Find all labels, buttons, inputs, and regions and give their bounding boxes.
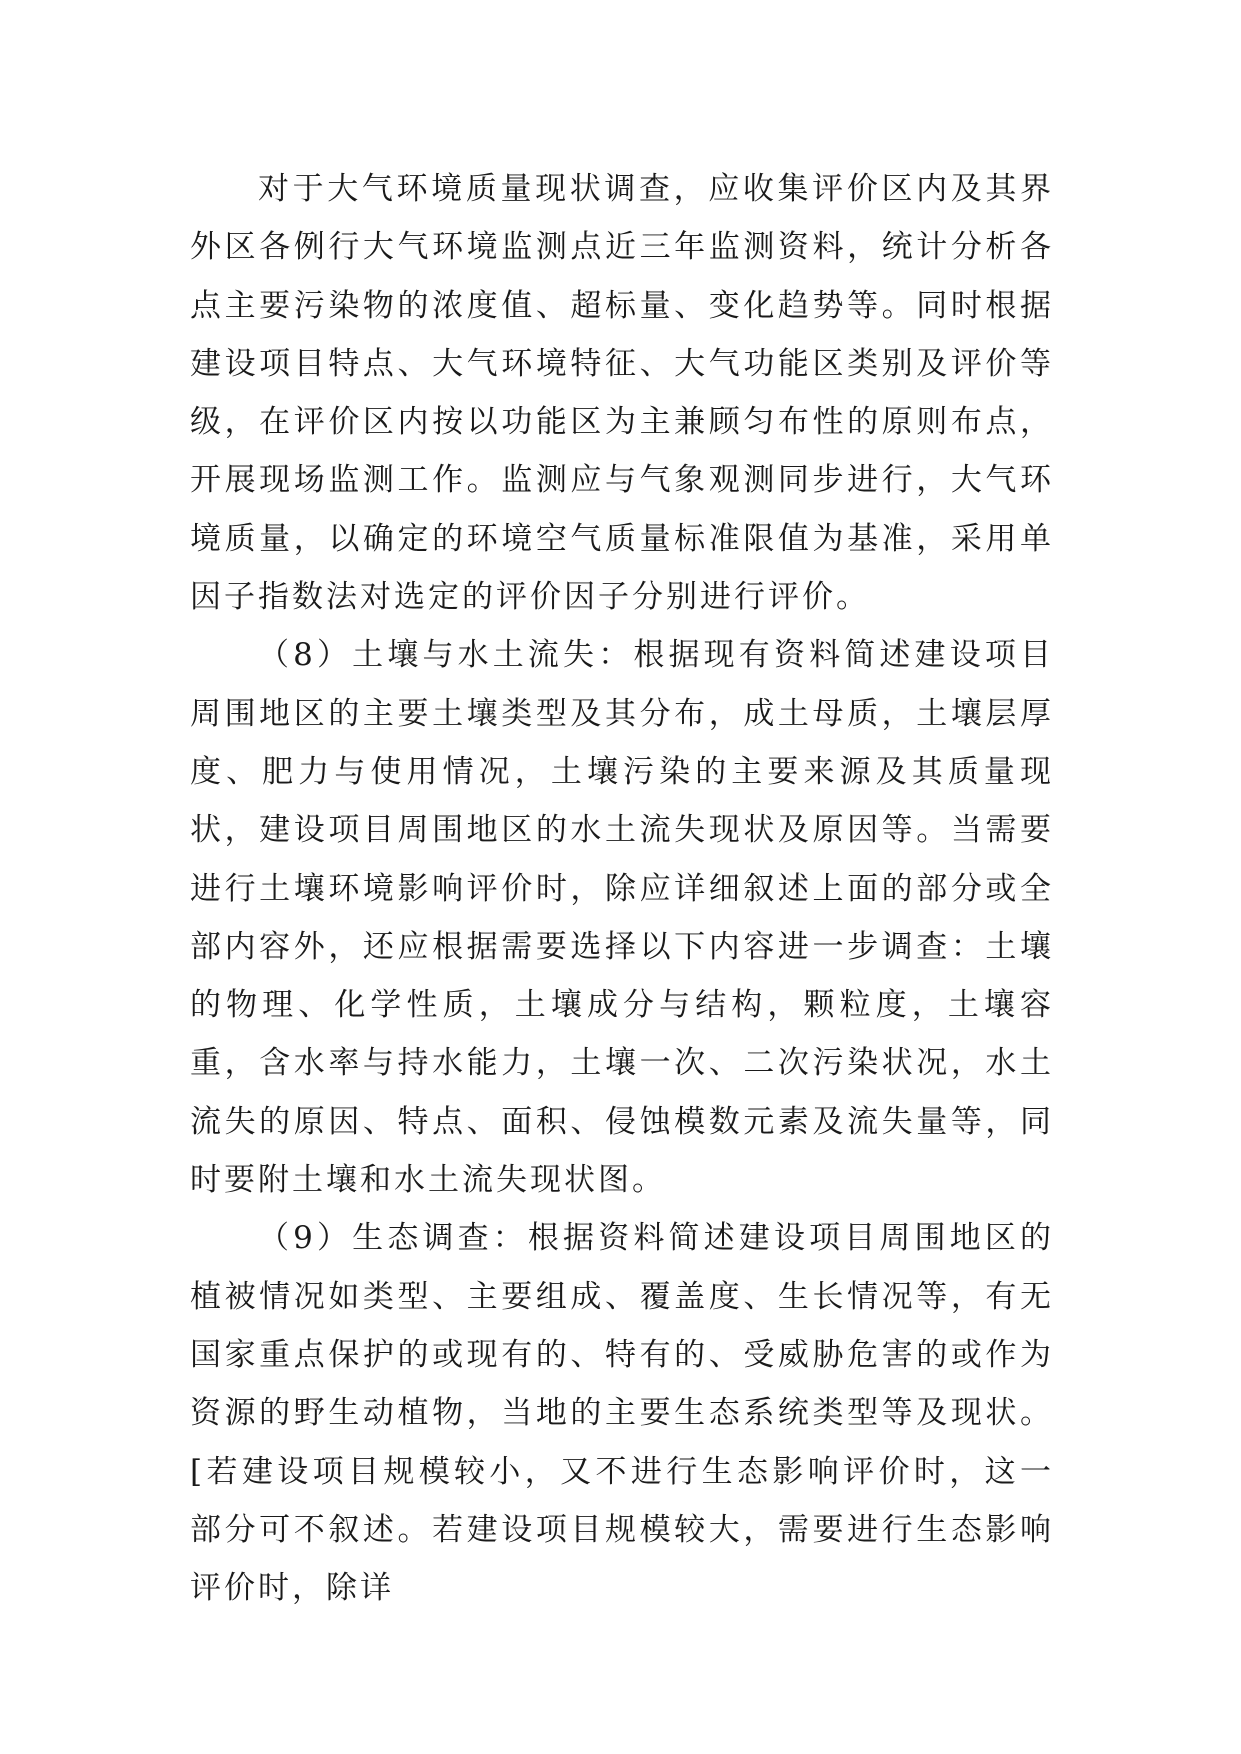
paragraph-ecology-survey: （9）生态调查：根据资料简述建设项目周围地区的植被情况如类型、主要组成、覆盖度、生长情况等，有无国家重点保护的或现有的、特有的、受威胁危害的或作为资源的野生动植物，当地的主要生态系统类型等及现状。[若建设项目规模较小，又不进行生态影响评价时，这一部分可不叙述。若建设项目规模较大，需要进行生态影响评价时，除详 bbox=[190, 1220, 1054, 1607]
body-text bbox=[190, 160, 1054, 1617]
paragraph-air-quality: 对于大气环境质量现状调查，应收集评价区内及其界外区各例行大气环境监测点近三年监测资料，统计分析各点主要污染物的浓度值、超标量、变化趋势等。同时根据建设项目特点、大气环境特征、大气功能区类别及评价等级，在评价区内按以功能区为主兼顾匀布性的原则布点，开展现场监测工作。监测应与气象观测同步进行，大气环境质量，以确定的环境空气质量标准限值为基准，采用单因子指数法对选定的评价因子分别进行评价。 bbox=[190, 171, 1054, 616]
paragraph-soil-erosion: （8）土壤与水土流失：根据现有资料简述建设项目周围地区的主要土壤类型及其分布，成土母质，土壤层厚度、肥力与使用情况，土壤污染的主要来源及其质量现状，建设项目周围地区的水土流失现状及原因等。当需要进行土壤环境影响评价时，除应详细叙述上面的部分或全部内容外，还应根据需要选择以下内容进一步调查：土壤的物理、化学性质，土壤成分与结构，颗粒度，土壤容重，含水率与持水能力，土壤一次、二次污染状况，水土流失的原因、特点、面积、侵蚀模数元素及流失量等，同时要附土壤和水土流失现状图。 bbox=[190, 637, 1054, 1199]
